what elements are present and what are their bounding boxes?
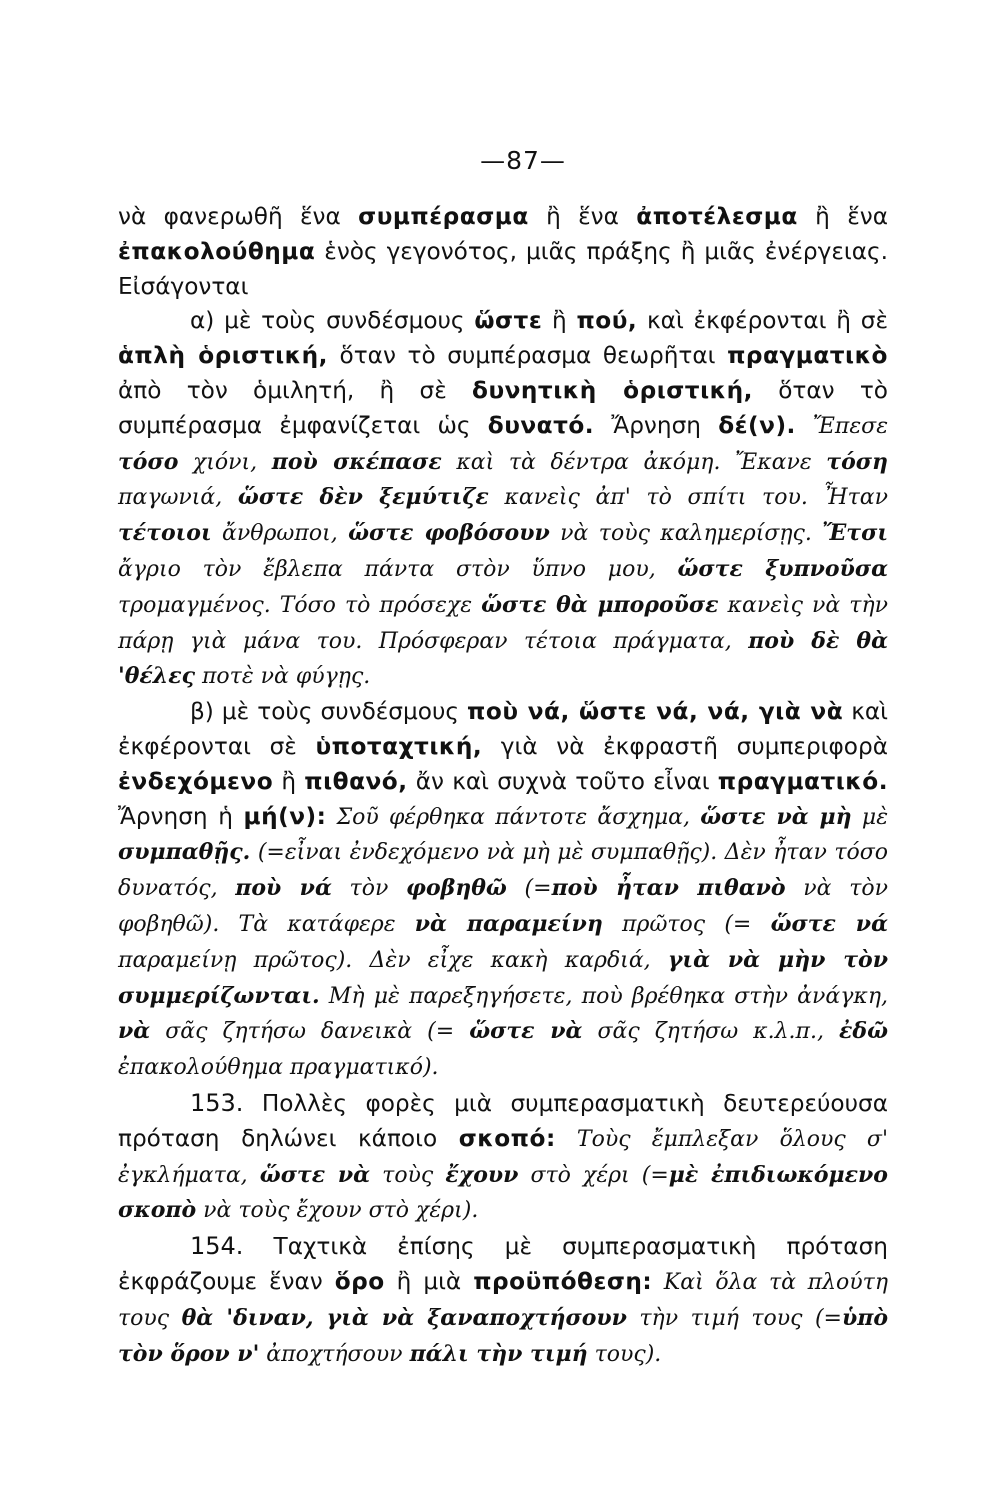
text-run: ποὺ νά, ὥστε νά, νά, γιὰ νὰ: [467, 698, 844, 726]
text-run: 154.: [190, 1232, 244, 1261]
text-run: ὥστε νὰ μὴ: [700, 803, 852, 830]
text-run: ὅταν τὸ συμπέρασμα θεωρῆται: [327, 342, 728, 370]
text-run: (=: [506, 876, 552, 902]
text-run: τόσο: [118, 448, 179, 475]
text-run: μή(ν):: [243, 802, 327, 830]
text-run: χιόνι,: [178, 449, 272, 475]
text-run: Σοῦ φέρθηκα πάντοτε ἄσχημα,: [326, 804, 701, 830]
text-run: ἔχουν: [445, 1161, 519, 1188]
text-run: ἐδῶ: [839, 1018, 889, 1045]
text-run: ἢ μιὰ: [384, 1267, 474, 1295]
text-run: ἄγριο τὸν ἔβλεπα πάντα στὸν ὕπνο μου,: [118, 556, 678, 582]
text-run: ἢ: [542, 307, 577, 335]
text-run: Ἔπεσε: [795, 413, 888, 439]
text-run: ὥστε νά: [770, 910, 889, 937]
text-run: Ἔτσι: [822, 520, 888, 547]
text-run: ἄν καὶ συχνὰ τοῦτο εἶναι: [407, 767, 718, 795]
text-run: ἢ: [273, 767, 305, 795]
text-run: γιὰ νὰ μὴν τὸν συμμερίζωνται.: [118, 946, 888, 1009]
text-run: δυνατό.: [487, 411, 595, 439]
text-run: ὥστε: [474, 307, 543, 335]
text-run: προϋπόθεση:: [473, 1267, 653, 1295]
text-run: πιθανό,: [304, 767, 408, 795]
text-run: ἑνὸς γεγονότος, μιᾶς πράξης ἢ μιᾶς ἐνέργειας. Εἰσάγονται: [118, 237, 888, 300]
text-run: συμπέρασμα: [358, 203, 529, 230]
text-run: ἐπακολούθημα: [118, 237, 316, 265]
text-run: πραγματικό.: [717, 767, 888, 795]
text-run: δυνητικὴ ὁριστική,: [472, 376, 753, 404]
text-run: στὸ χέρι (=: [518, 1162, 669, 1188]
text-run: ὥστε θὰ μποροῦσε: [481, 591, 719, 618]
text-run: ὑποταχτική,: [315, 732, 483, 760]
text-run: ἐνδεχόμενο: [118, 767, 274, 795]
text-run: τρομαγμένος. Τόσο τὸ πρόσεχε: [118, 592, 482, 618]
text-run: καὶ ἐκφέρονται ἢ σὲ: [637, 307, 888, 335]
text-run: ἢ ἕνα: [797, 203, 888, 230]
text-run: θὰ 'διναν, γιὰ νὰ ξαναποχτήσουν: [181, 1304, 627, 1331]
paragraph-153: [118, 1086, 888, 1229]
text-run: γιὰ νὰ ἐκφραστῆ συμπεριφορὰ: [482, 732, 888, 760]
text-run: πού,: [576, 307, 638, 335]
text-run: ποτὲ νὰ φύγῃς.: [194, 664, 371, 690]
text-run: 153.: [190, 1088, 244, 1117]
text-run: Ἄρνηση ἡ: [118, 802, 244, 830]
text-run: τους).: [587, 1341, 662, 1367]
text-run: ὑπὸ τὸν ὅρον ν': [118, 1304, 889, 1367]
text-run: (=εἶναι ἐνδεχόμενο νὰ μὴ μὲ συμπαθῇς). Δὲν ἦταν τόσο δυνατός,: [118, 840, 888, 902]
text-run: ὥστε ξυπνοῦσα: [677, 555, 888, 582]
text-run: συμπαθῇς.: [118, 839, 251, 866]
text-run: ποὺ δὲ θὰ 'θέλες: [118, 627, 888, 690]
text-run: πραγματικὸ: [727, 342, 888, 370]
text-run: σᾶς ζητήσω δανεικὰ (=: [150, 1019, 470, 1045]
text-run: ὥστε νὰ: [259, 1161, 371, 1188]
text-run: ἁπλὴ ὁριστική,: [118, 342, 328, 370]
text-run: νὰ: [118, 1018, 151, 1045]
text-run: ποὺ ἦταν πιθανὸ: [551, 875, 786, 902]
paragraph-a: [118, 304, 888, 695]
text-run: μὲ: [851, 804, 888, 830]
text-run: Τοὺς ἔμπλεξαν ὅλους σ' ἐγκλήματα,: [118, 1126, 888, 1188]
text-run: ἐπακολούθημα πραγματικό).: [118, 1055, 439, 1081]
text-run: νὰ τοὺς καλημερίσῃς.: [549, 521, 823, 547]
text-run: ἀπὸ τὸν ὁμιλητή, ἢ σὲ: [118, 376, 473, 404]
text-run: τὸν: [331, 876, 407, 902]
text-run: τὴν τιμή τους (=: [626, 1305, 842, 1331]
text-run: α) μὲ τοὺς συνδέσμους: [190, 307, 475, 335]
text-run: ἀποχτήσουν: [259, 1341, 410, 1367]
text-run: ποὺ νά: [235, 875, 332, 902]
body-text: [118, 200, 888, 1372]
paragraph-154: [118, 1229, 888, 1372]
text-run: Μὴ μὲ παρεξηγήσετε, ποὺ βρέθηκα στὴν ἀνάγκη,: [319, 983, 888, 1009]
text-run: ὥστε νὰ: [469, 1018, 583, 1045]
text-run: νὰ τοὺς ἔχουν στὸ χέρι).: [196, 1198, 479, 1224]
paragraph-intro: [118, 200, 888, 304]
text-run: ὅρο: [334, 1267, 385, 1295]
text-run: Πολλὲς φορὲς μιὰ συμπερασματικὴ δευτερεύουσα πρόταση δηλώνει κάποιο: [118, 1089, 888, 1152]
page-number: —87—: [480, 146, 566, 175]
text-run: Ἄρνηση: [594, 411, 719, 439]
text-run: ὥστε δὲν ξεμύτιζε: [237, 484, 489, 511]
text-run: ὥστε φοβόσουν: [348, 520, 550, 547]
text-run: τόση: [826, 448, 888, 475]
text-run: ἄνθρωποι,: [211, 521, 349, 547]
text-run: νὰ φανερωθῆ ἕνα: [118, 203, 359, 230]
text-run: παγωνιά,: [118, 485, 238, 511]
text-run: τοὺς: [370, 1162, 446, 1188]
text-run: παραμείνῃ πρῶτος). Δὲν εἶχε κακὴ καρδιά,: [118, 947, 668, 973]
text-run: μὲ ἐπιδιωκόμενο σκοπὸ: [118, 1161, 888, 1224]
text-run: ἀποτέλεσμα: [636, 203, 798, 230]
text-run: δέ(ν).: [718, 411, 796, 439]
text-run: Ταχτικὰ ἐπίσης μὲ συμπερασματικὴ πρόταση ἐκφράζουμε ἕναν: [118, 1233, 888, 1295]
text-run: β) μὲ τοὺς συνδέσμους: [190, 698, 468, 726]
text-run: φοβηθῶ: [406, 875, 507, 902]
text-run: νὰ παραμείνη: [414, 910, 603, 937]
text-run: νὰ τὸν φοβηθῶ). Τὰ κατάφερε: [118, 876, 888, 937]
text-run: τέτοιοι: [118, 520, 212, 547]
text-run: ὅταν τὸ συμπέρασμα ἐμφανίζεται ὡς: [118, 376, 888, 439]
text-run: σᾶς ζητήσω κ.λ.π.,: [582, 1019, 840, 1045]
text-run: πάλι τὴν τιμή: [409, 1340, 588, 1367]
text-run: Καὶ ὅλα τὰ πλούτη τους: [118, 1269, 888, 1331]
text-run: κανεὶς ἀπ' τὸ σπίτι του. Ἦταν: [488, 485, 888, 511]
text-run: σκοπό:: [458, 1124, 556, 1152]
text-run: πρῶτος (=: [602, 911, 771, 937]
paragraph-b: [118, 695, 888, 1086]
text-run: καὶ ἐκφέρονται σὲ: [118, 698, 888, 760]
text-run: κανεὶς νὰ τὴν πάρῃ γιὰ μάνα του. Πρόσφεραν τέτοια πράγματα,: [118, 592, 889, 654]
text-run: καὶ τὰ δέντρα ἀκόμη. Ἔκανε: [441, 449, 827, 475]
text-run: ἢ ἕνα: [528, 203, 637, 230]
text-run: ποὺ σκέπασε: [271, 448, 442, 475]
